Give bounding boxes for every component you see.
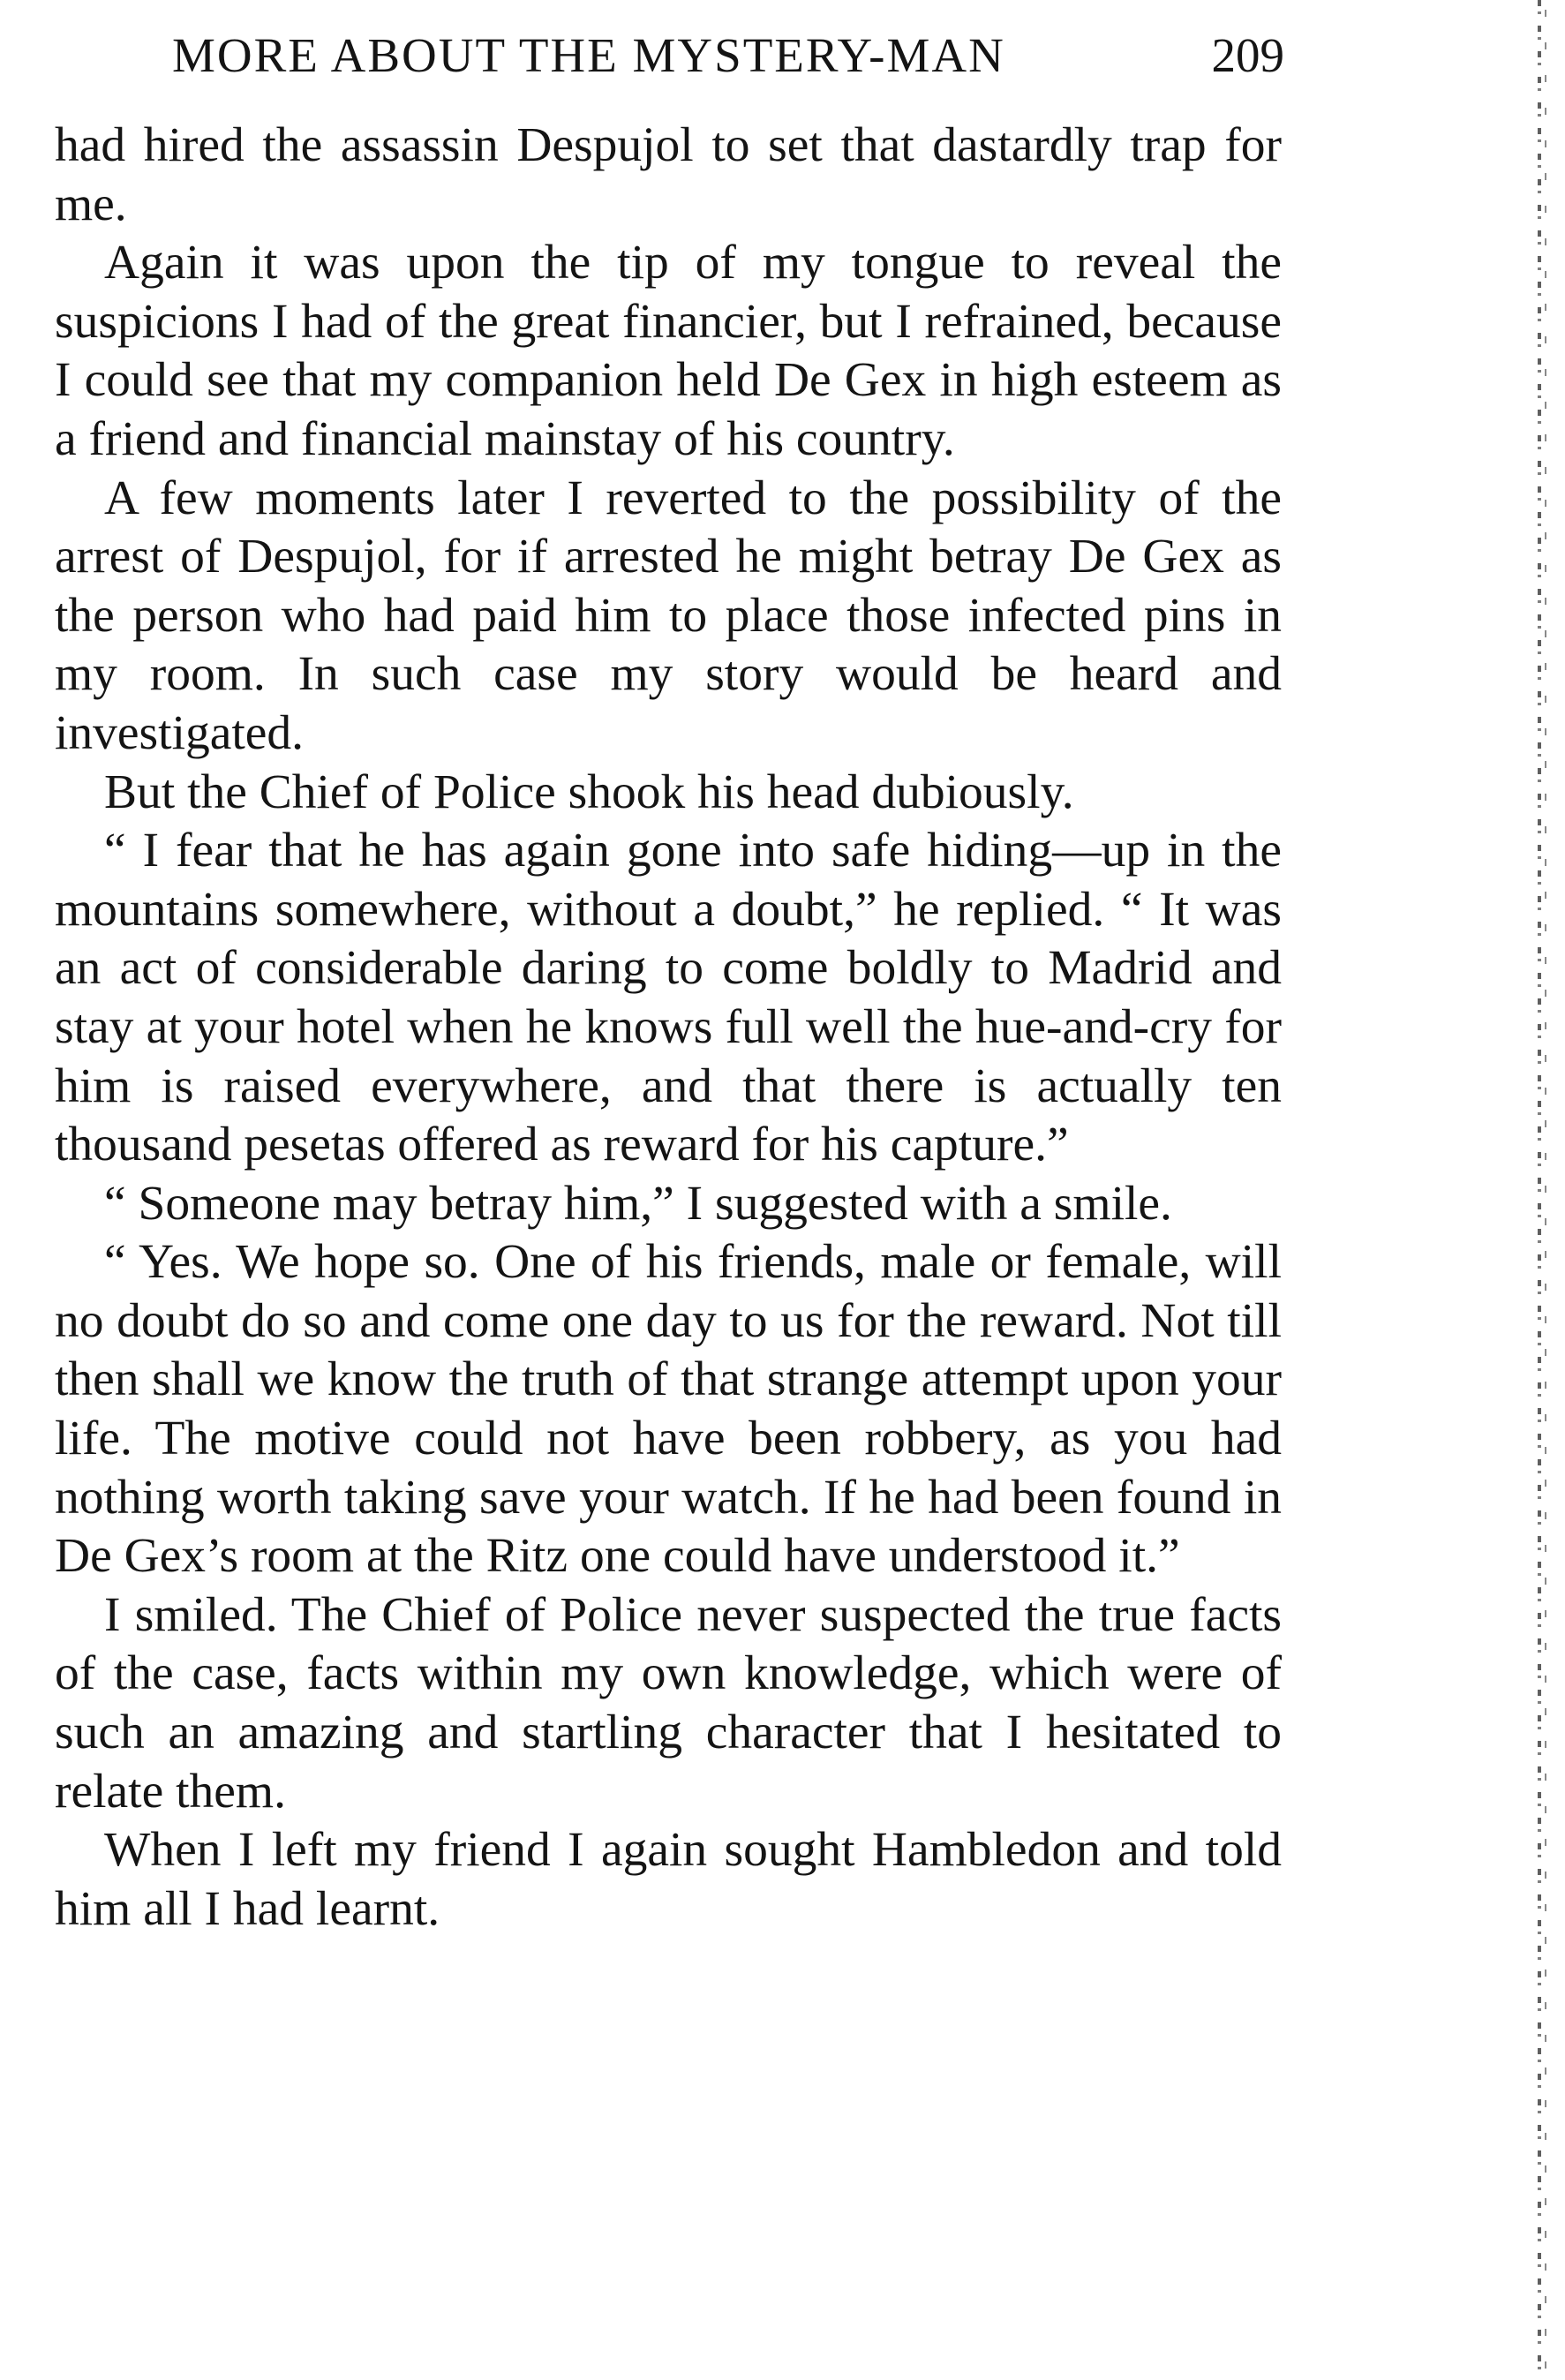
- paragraph: But the Chief of Police shook his head dubiously.: [104, 764, 1074, 819]
- paragraph: “ Yes. We hope so. One of his friends, male or female, will no doubt do so and come one day to us for the reward. Not till then shall we know the truth of that strange attempt upon your life. The motive could not have been robbery, as you had nothing worth taking save your watch. If he had been found in De Gex’s room at the Ritz one could have understood it.”: [55, 1235, 1282, 1584]
- page-number: 209: [1211, 28, 1284, 82]
- body-text: [55, 117, 1282, 1939]
- paragraph: A few moments later I reverted to the possibility of the arrest of Despujol, for if arrested he might betray De Gex as the person who had paid him to place those infected pins in my room. In such case my story would be heard and investigated.: [55, 471, 1282, 760]
- paragraph: I smiled. The Chief of Police never suspected the true facts of the case, facts within my own knowledge, which were of such an amazing and startling character that I hesitated to relate them.: [55, 1587, 1282, 1819]
- paragraph-continued: had hired the assassin Despujol to set that dastardly trap for me.: [55, 118, 1282, 231]
- running-head: [172, 25, 1284, 87]
- paragraph: Again it was upon the tip of my tongue to reveal the suspicions I had of the great financier, but I refrained, because I could see that my companion held De Gex in high esteem as a friend and financial mainstay of his country.: [55, 236, 1282, 466]
- page-edge-shadow: [1545, 0, 1546, 2380]
- paragraph: “ Someone may betray him,” I suggested with a smile.: [104, 1176, 1172, 1231]
- paragraph: When I left my friend I again sought Hambledon and told him all I had learnt.: [55, 1823, 1282, 1936]
- paragraph: “ I fear that he has again gone into safe hiding—up in the mountains somewhere, without a doubt,” he replied. “ It was an act of considerable daring to come boldly to Madrid and stay at your hotel when he knows full well the hue-and-cry for him is raised everywhere, and that there is actually ten thousand pesetas offered as reward for his capture.”: [55, 824, 1282, 1172]
- running-title: MORE ABOUT THE MYSTERY-MAN: [172, 28, 1005, 82]
- page-edge-shadow: [1538, 0, 1541, 2380]
